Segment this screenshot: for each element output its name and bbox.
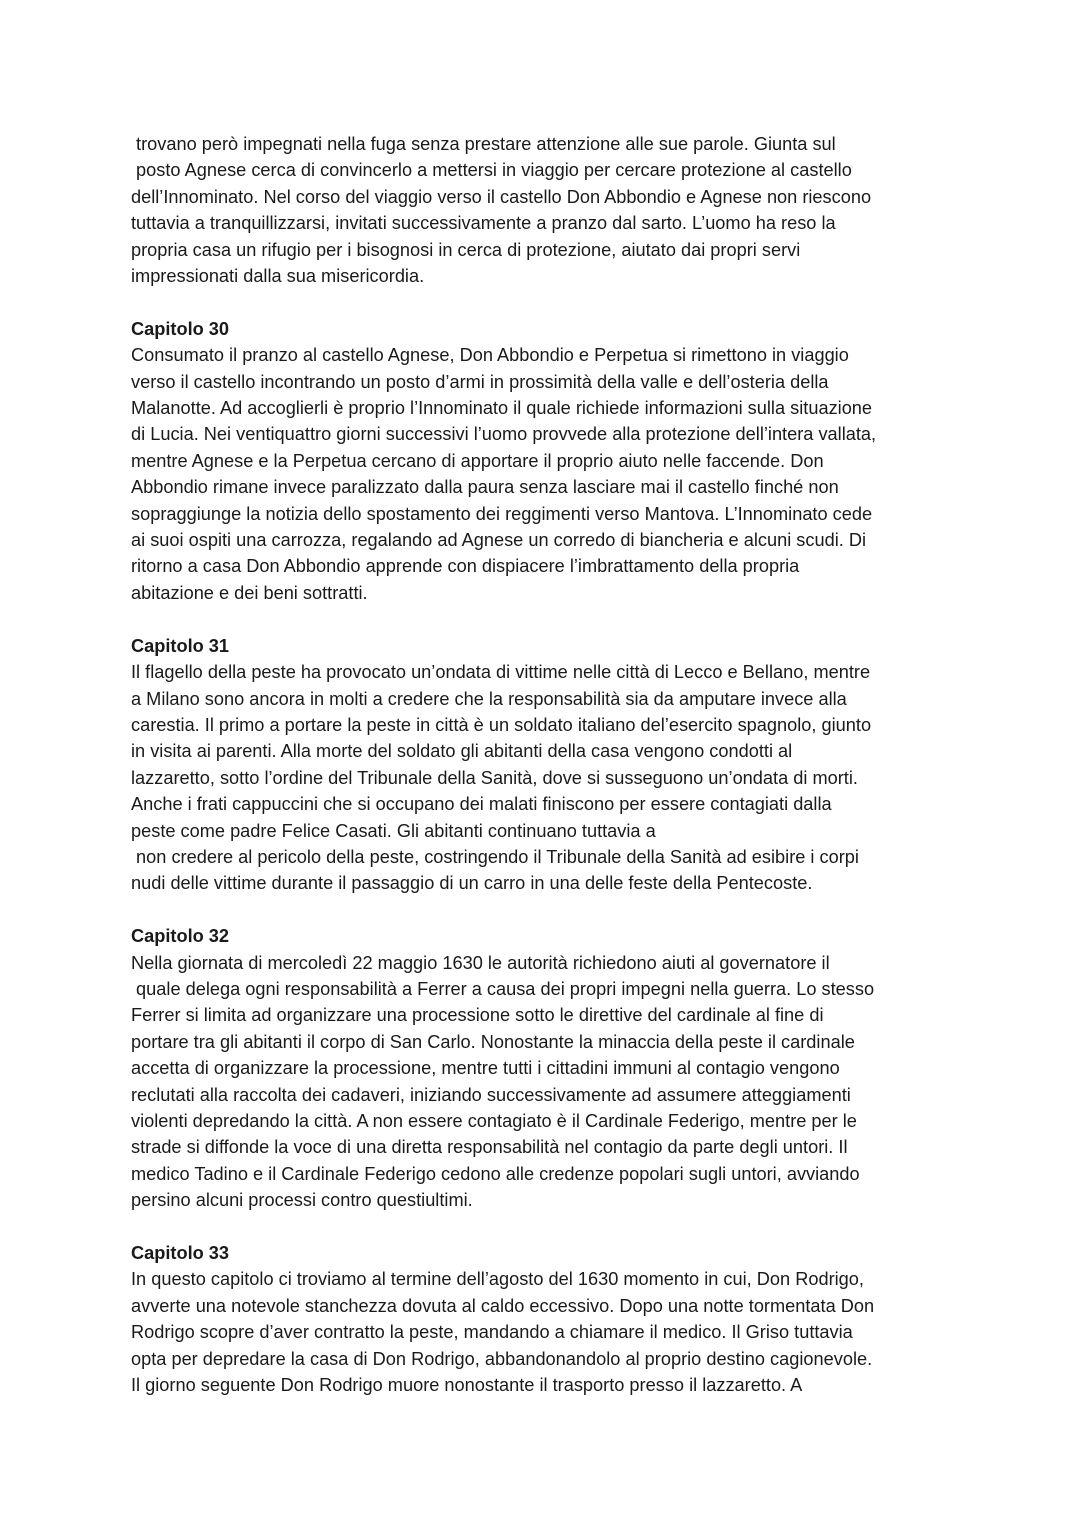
text-line: reclutati alla raccolta dei cadaveri, iniziando successivamente ad assumere atteggiamenti [131,1084,851,1105]
text-line: dell’Innominato. Nel corso del viaggio verso il castello Don Abbondio e Agnese non riescono [131,186,872,207]
text-line: peste come padre Felice Casati. Gli abitanti continuano tuttavia a [131,820,656,841]
text-line: di Lucia. Nei ventiquattro giorni successivi l’uomo provvede alla protezione dell’intera vallata, [131,424,877,445]
text-line: sopraggiunge la notizia dello spostamento dei reggimenti verso Mantova. L’Innominato cede [131,503,873,524]
text-line: violenti depredando la città. A non essere contagiato è il Cardinale Federigo, mentre per le [131,1110,857,1131]
chapter-32-section [131,923,961,1213]
text-line: opta per depredare la casa di Don Rodrigo, abbandonandolo al proprio destino cagionevole. [131,1348,873,1369]
text-line: persino alcuni processi contro questiultimi. [131,1190,473,1211]
text-line: Il giorno seguente Don Rodrigo muore nonostante il trasporto presso il lazzaretto. A [131,1375,803,1396]
text-line: ritorno a casa Don Abbondio apprende con dispiacere l’imbrattamento della propria [131,556,800,577]
text-line: a Milano sono ancora in molti a credere che la responsabilità sia da amputare invece alla [131,688,847,709]
text-line: abitazione e dei beni sottratti. [131,582,368,603]
text-line: quale delega ogni responsabilità a Ferrer a causa dei propri impegni nella guerra. Lo stesso [131,978,875,999]
text-line: avverte una notevole stanchezza dovuta al caldo eccessivo. Dopo una notte tormentata Don [131,1295,875,1316]
chapter-33-section [131,1240,961,1398]
text-line: posto Agnese cerca di convincerlo a mettersi in viaggio per cercare protezione al castello [131,160,852,181]
text-line: In questo capitolo ci troviamo al termine dell’agosto del 1630 momento in cui, Don Rodrigo, [131,1269,864,1290]
chapter-heading: Capitolo 30 [131,318,230,339]
text-line: Abbondio rimane invece paralizzato dalla paura senza lasciare mai il castello finché non [131,477,839,498]
document-page [131,131,961,1398]
text-line: impressionati dalla sua misericordia. [131,266,425,287]
chapter-31-section [131,633,961,897]
chapter-heading: Capitolo 32 [131,926,230,947]
text-line: non credere al pericolo della peste, costringendo il Tribunale della Sanità ad esibire i corpi [131,846,859,867]
text-line: Anche i frati cappuccini che si occupano dei malati finiscono per essere contagiati dalla [131,794,832,815]
text-line: Nella giornata di mercoledì 22 maggio 1630 le autorità richiedono aiuti al governatore il [131,952,830,973]
text-line: Rodrigo scopre d’aver contratto la peste, mandando a chiamare il medico. Il Griso tuttavia [131,1322,853,1343]
text-line: verso il castello incontrando un posto d’armi in prossimità della valle e dell’osteria della [131,371,829,392]
text-line: mentre Agnese e la Perpetua cercano di apportare il proprio aiuto nelle faccende. Don [131,450,824,471]
chapter-30-section [131,316,961,606]
chapter-heading: Capitolo 33 [131,1243,230,1263]
text-line: trovano però impegnati nella fuga senza prestare attenzione alle sue parole. Giunta sul [131,134,836,154]
text-line: tuttavia a tranquillizzarsi, invitati successivamente a pranzo dal sarto. L’uomo ha reso la [131,213,836,234]
text-line: Consumato il pranzo al castello Agnese, Don Abbondio e Perpetua si rimettono in viaggio [131,345,849,366]
text-line: lazzaretto, sotto l’ordine del Tribunale della Sanità, dove si susseguono un’ondata di morti. [131,767,858,788]
text-line: Ferrer si limita ad organizzare una processione sotto le direttive del cardinale al fine di [131,1005,824,1026]
text-line: strade si diffonde la voce di una diretta responsabilità nel contagio da parte degli untori. Il [131,1137,848,1158]
text-line: propria casa un rifugio per i bisognosi in cerca di protezione, aiutato dai propri servi [131,239,801,260]
text-line: carestia. Il primo a portare la peste in città è un soldato italiano del’esercito spagnolo, giunto [131,714,872,735]
intro-paragraph [131,131,961,289]
text-line: accetta di organizzare la processione, mentre tutti i cittadini immuni al contagio vengono [131,1058,840,1079]
text-line: portare tra gli abitanti il corpo di San Carlo. Nonostante la minaccia della peste il cardinale [131,1031,855,1052]
text-line: in visita ai parenti. Alla morte del soldato gli abitanti della casa vengono condotti al [131,741,793,762]
text-line: Il flagello della peste ha provocato un’ondata di vittime nelle città di Lecco e Bellano, mentre [131,662,871,683]
text-line: medico Tadino e il Cardinale Federigo cedono alle credenze popolari sugli untori, avviando [131,1163,860,1184]
text-line: nudi delle vittime durante il passaggio di un carro in una delle feste della Pentecoste. [131,873,813,894]
chapter-heading: Capitolo 31 [131,635,230,656]
text-line: ai suoi ospiti una carrozza, regalando ad Agnese un corredo di biancheria e alcuni scudi. Di [131,530,867,551]
text-line: Malanotte. Ad accoglierli è proprio l’Innominato il quale richiede informazioni sulla situazione [131,398,873,419]
